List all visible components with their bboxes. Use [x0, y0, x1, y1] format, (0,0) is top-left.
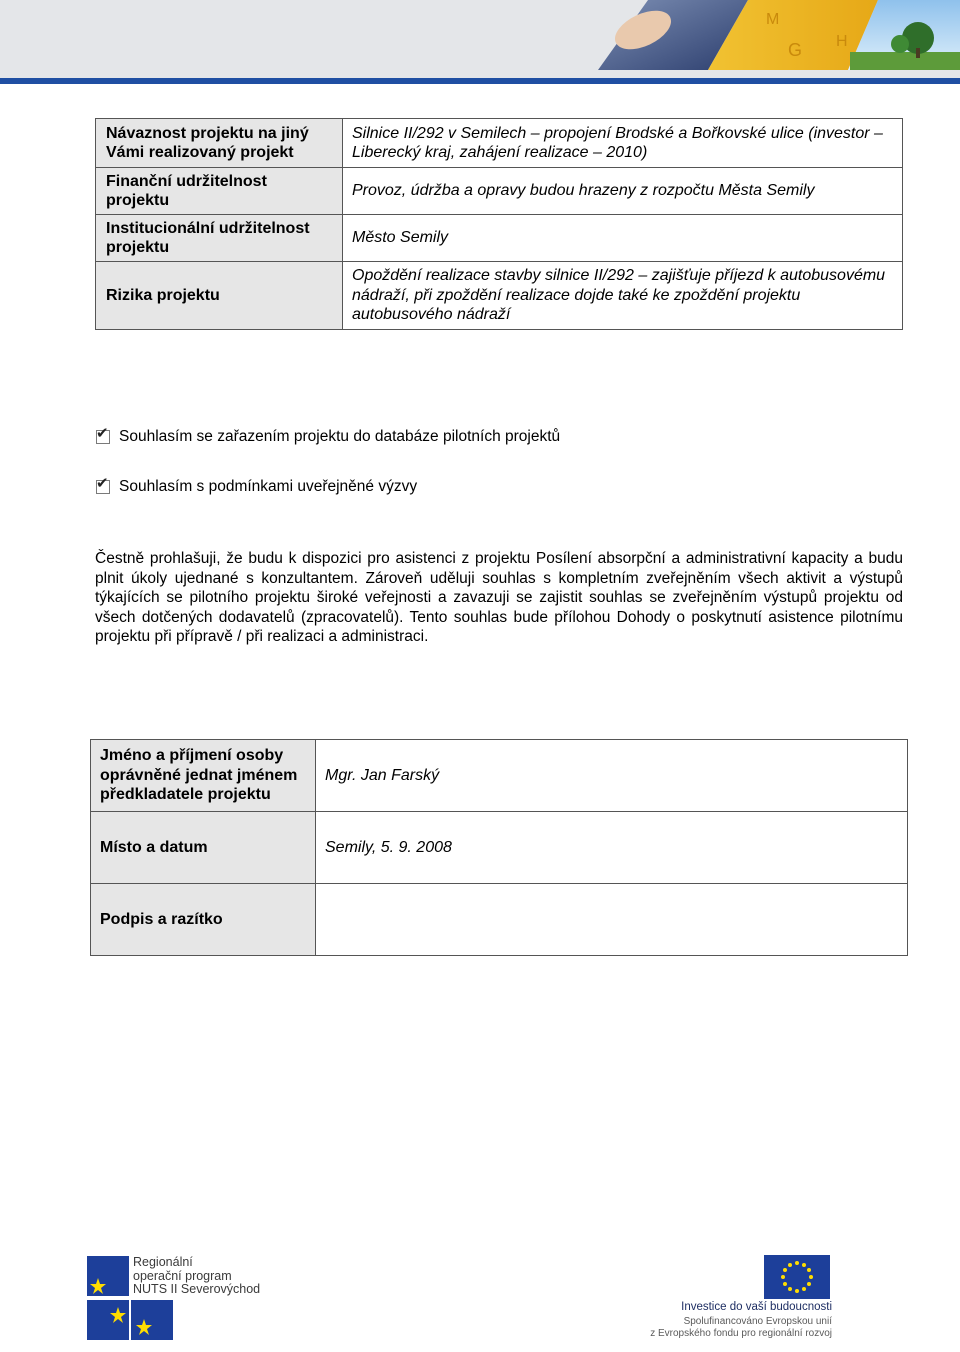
signatory-name: Mgr. Jan Farský [316, 740, 908, 812]
table-row [96, 262, 903, 330]
checkmark-icon: ✔ [96, 425, 109, 442]
header-photo [588, 0, 960, 70]
eu-flag-icon [764, 1255, 830, 1299]
table-row [91, 884, 908, 956]
eu-logo [640, 1255, 836, 1345]
header-stripe [0, 78, 960, 84]
place-date: Semily, 5. 9. 2008 [316, 812, 908, 884]
rop-line: Regionální [133, 1255, 193, 1269]
project-info-table [95, 118, 903, 330]
row-value: Opoždění realizace stavby silnice II/292 – zajišťuje příjezd k autobusovému nádraží, při zpoždění realizace dojde také ke zpoždění projektu autobusového nádraží [343, 262, 903, 330]
row-label: Finanční udržitelnost projektu [96, 168, 343, 215]
checkbox[interactable] [96, 475, 110, 494]
row-value: Provoz, údržba a opravy budou hrazeny z rozpočtu Města Semily [343, 168, 903, 215]
table-row [91, 740, 908, 812]
consent-database-checkbox-row[interactable] [96, 425, 561, 446]
row-label: Podpis a razítko [91, 884, 316, 956]
eu-cofinance-line: z Evropského fondu pro regionální rozvoj [650, 1328, 832, 1339]
checkmark-icon: ✔ [96, 475, 109, 492]
eu-slogan: Investice do vaší budoucnosti [681, 1301, 832, 1313]
checkbox-label: Souhlasím se zařazením projektu do databáze pilotních projektů [119, 428, 561, 445]
checkbox-label: Souhlasím s podmínkami uveřejněné výzvy [119, 478, 418, 495]
table-row [96, 215, 903, 262]
rop-logo-text [133, 1256, 260, 1297]
rop-line: operační program [133, 1268, 232, 1283]
rop-line: NUTS II Severovýchod [133, 1282, 261, 1296]
eu-cofinance-line: Spolufinancováno Evropskou unií [683, 1316, 832, 1327]
svg-text:M: M [766, 11, 780, 28]
row-value: Město Semily [343, 215, 903, 262]
signature-table [90, 739, 908, 956]
rop-logo [86, 1255, 261, 1350]
signature-stamp-field [316, 884, 908, 956]
row-label: Návaznost projektu na jiný Vámi realizovaný projekt [96, 119, 343, 168]
row-label: Rizika projektu [96, 262, 343, 330]
declaration-text: Čestně prohlašuji, že budu k dispozici pro asistenci z projektu Posílení absorpční a administrativní kapacity a budu plnit úkoly ujednané s konzultantem. Zároveň uděluji souhlas s kompletním zveřejněním všech aktivit a výstupů týkajících se pilotního projektu široké veřejnosti a zavazuji se zajistit souhlas se zveřejněním výstupů projektu od všech dotčených dodavatelů (zpracovatelů). Tento souhlas bude přílohou Dohody o poskytnutí asistence pilotnímu projektu při přípravě / při realizaci a administraci. [95, 550, 903, 645]
consent-conditions-checkbox-row[interactable] [96, 475, 418, 496]
eu-cofinance-text [650, 1316, 832, 1340]
svg-text:H: H [836, 33, 848, 50]
table-row [91, 812, 908, 884]
table-row [96, 119, 903, 168]
row-label: Institucionální udržitelnost projektu [96, 215, 343, 262]
svg-text:G: G [788, 40, 803, 60]
row-label: Jméno a příjmení osoby oprávněné jednat jménem předkladatele projektu [91, 740, 316, 812]
checkbox[interactable] [96, 425, 110, 444]
row-value: Silnice II/292 v Semilech – propojení Brodské a Bořkovské ulice (investor – Liberecký kraj, zahájení realizace – 2010) [343, 119, 903, 168]
row-label: Místo a datum [91, 812, 316, 884]
table-row [96, 168, 903, 215]
